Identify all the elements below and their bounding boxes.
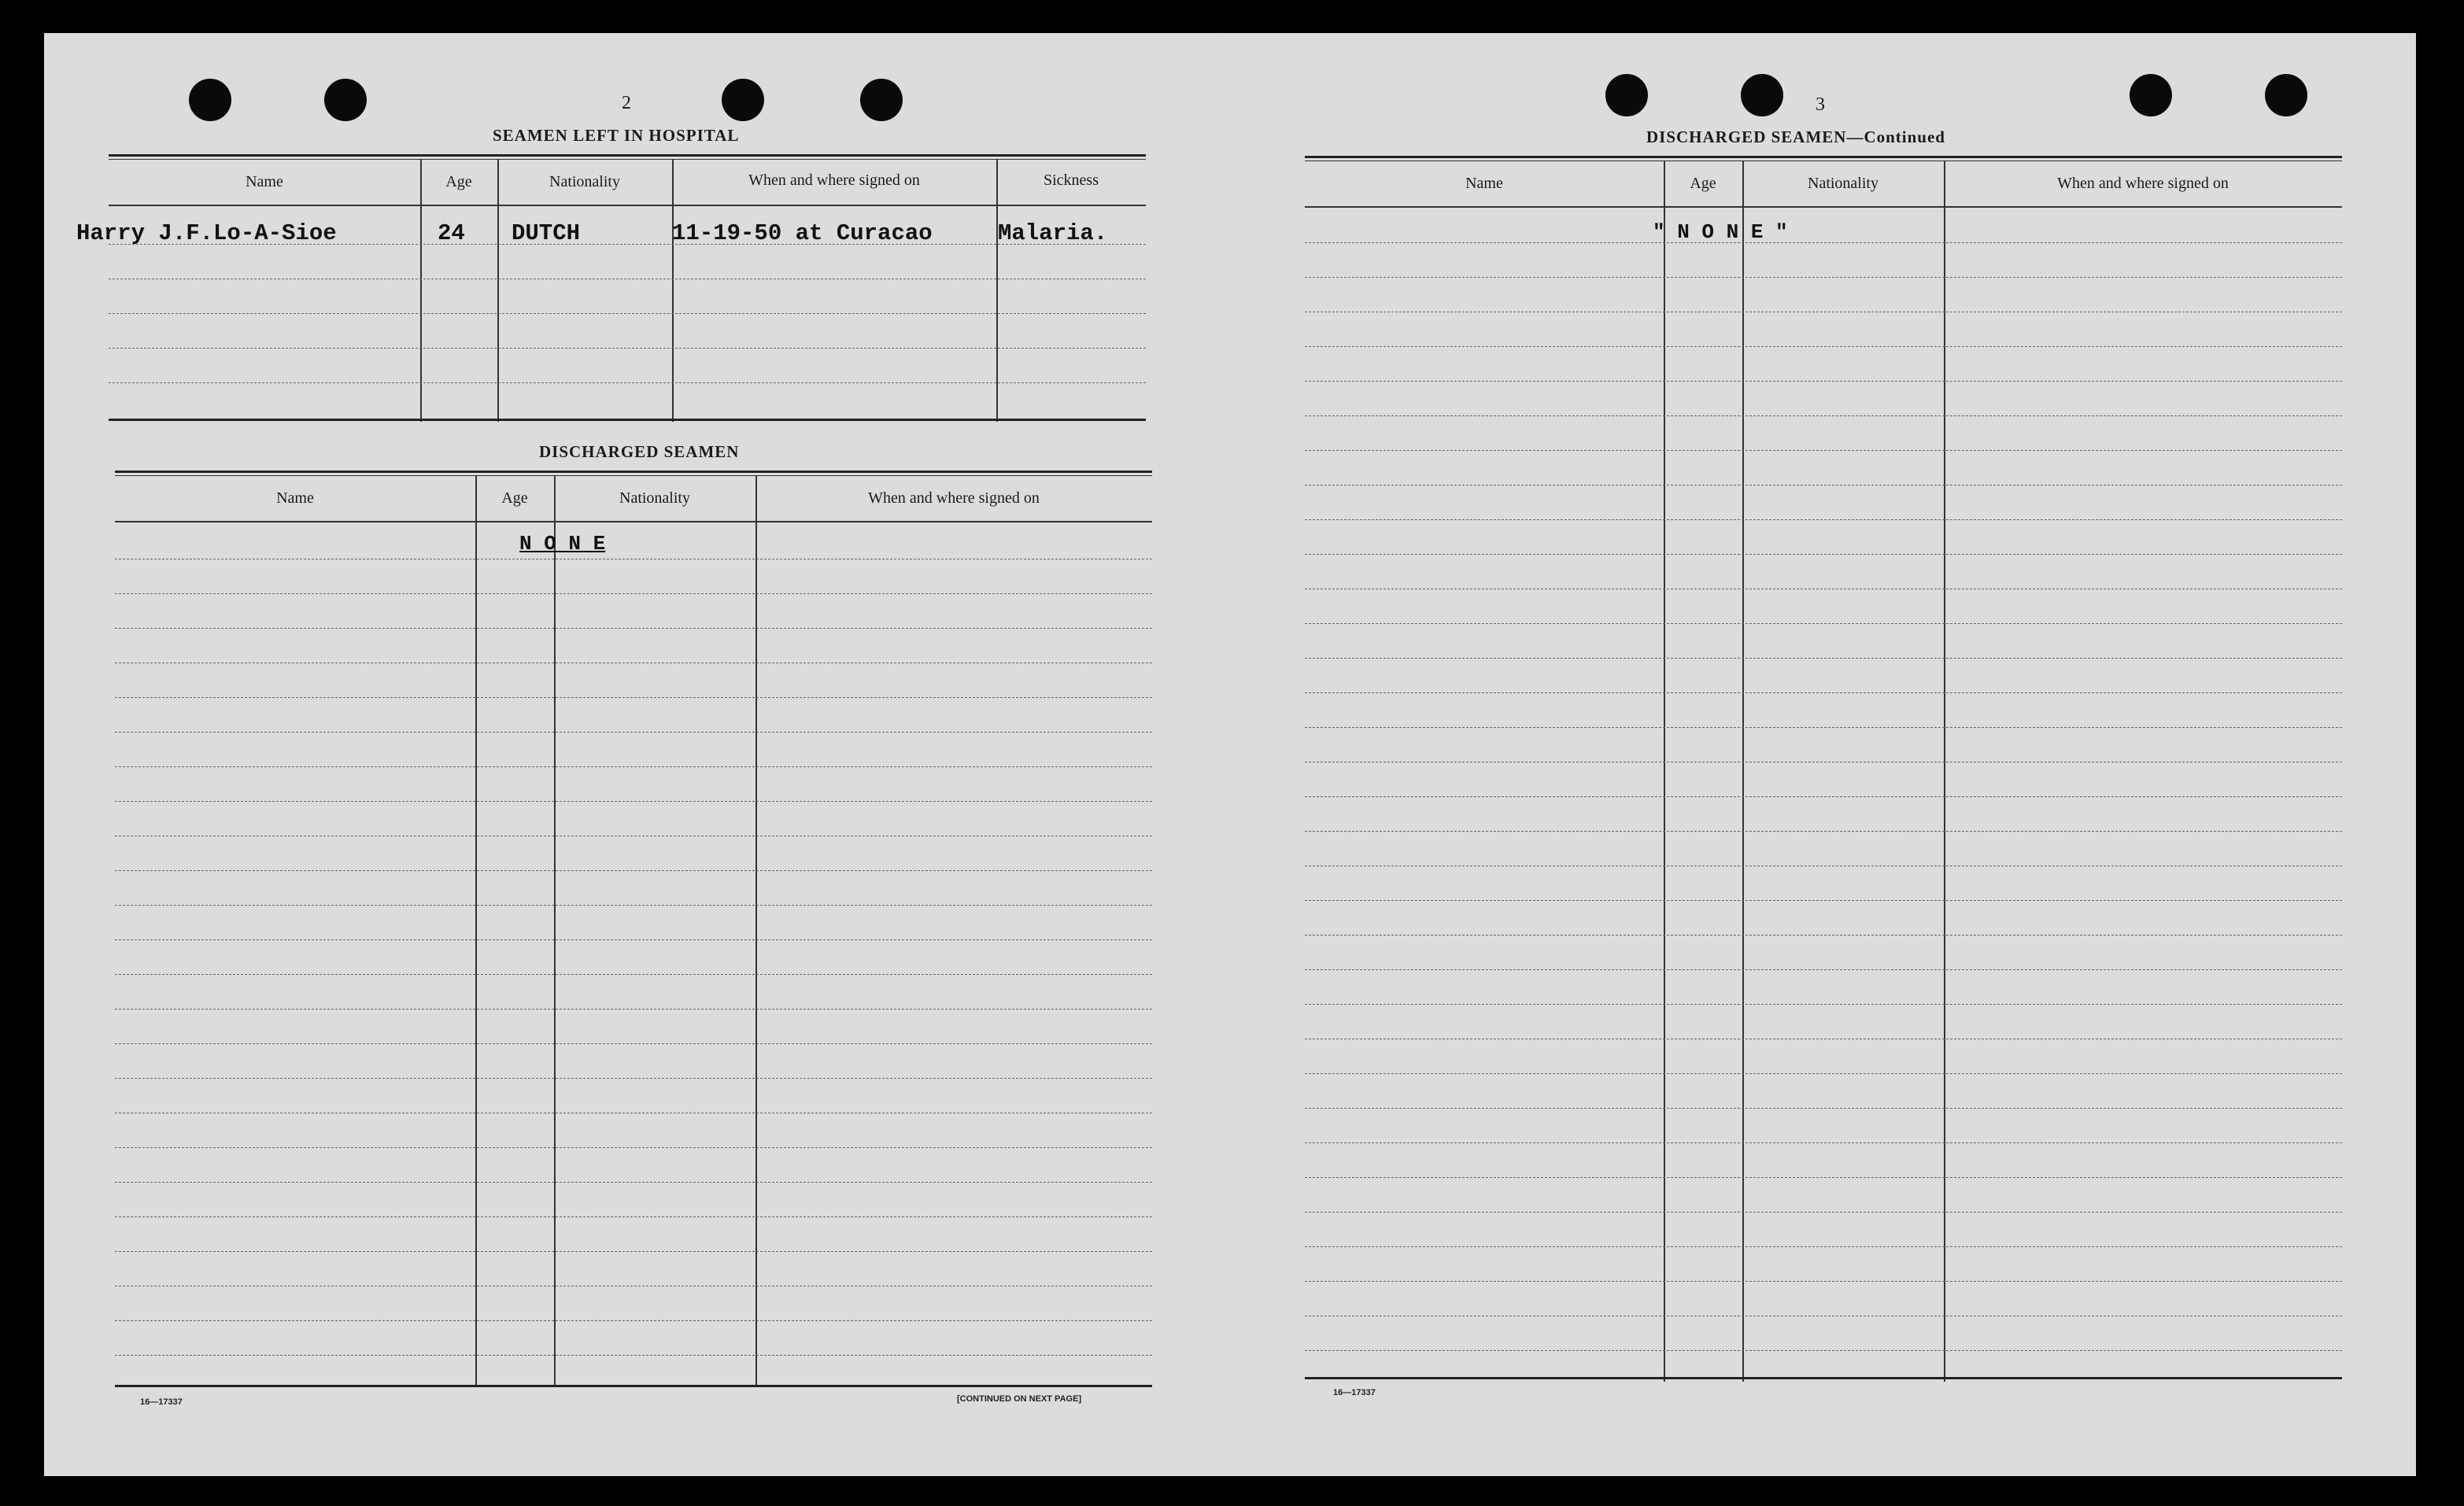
col-header-age: Age <box>1690 175 1716 192</box>
punch-hole <box>2130 74 2172 116</box>
col-header-sickness: Sickness <box>1044 172 1099 189</box>
discharged-section-title: DISCHARGED SEAMEN <box>539 442 740 461</box>
punch-hole <box>1741 74 1783 116</box>
hospital-section-title: SEAMEN LEFT IN HOSPITAL <box>493 126 740 145</box>
punch-hole <box>722 79 764 121</box>
col-header-nationality: Nationality <box>549 173 620 190</box>
seaman-age: 24 <box>438 220 465 246</box>
punch-hole <box>860 79 903 121</box>
form-number-left: 16—17337 <box>140 1397 183 1407</box>
punch-hole <box>189 79 231 121</box>
page-number-right: 3 <box>1816 94 1825 115</box>
discharged-none-text: N O N E <box>519 532 606 556</box>
col-header-nationality: Nationality <box>1808 175 1878 192</box>
continued-note: [CONTINUED ON NEXT PAGE] <box>957 1394 1082 1404</box>
punch-hole <box>2265 74 2307 116</box>
punch-hole <box>1605 74 1648 116</box>
col-header-signed-on: When and where signed on <box>748 172 920 189</box>
col-header-name: Name <box>1465 175 1503 192</box>
punch-hole <box>324 79 367 121</box>
col-header-age: Age <box>445 173 472 190</box>
page-fold <box>1218 33 1221 1476</box>
discharged-continued-table <box>1305 156 2342 1383</box>
page-number-left: 2 <box>622 93 631 113</box>
col-header-nationality: Nationality <box>619 489 690 507</box>
col-header-signed-on: When and where signed on <box>2057 175 2229 192</box>
col-header-age: Age <box>501 489 528 507</box>
hospital-table <box>109 154 1146 422</box>
discharged-continued-none-text: " N O N E " <box>1653 220 1788 244</box>
seaman-name: Harry J.F.Lo-A-Sioe <box>76 220 337 246</box>
seaman-nationality: DUTCH <box>512 220 581 246</box>
col-header-name: Name <box>246 173 283 190</box>
seaman-sickness: Malaria. <box>998 220 1108 246</box>
discharged-continued-title: DISCHARGED SEAMEN—Continued <box>1646 127 1945 146</box>
discharged-table <box>115 471 1152 1388</box>
form-number-right: 16—17337 <box>1333 1388 1376 1397</box>
col-header-signed-on: When and where signed on <box>868 489 1040 507</box>
seaman-signed-on: 11-19-50 at Curacao <box>672 220 933 246</box>
col-header-name: Name <box>276 489 314 507</box>
